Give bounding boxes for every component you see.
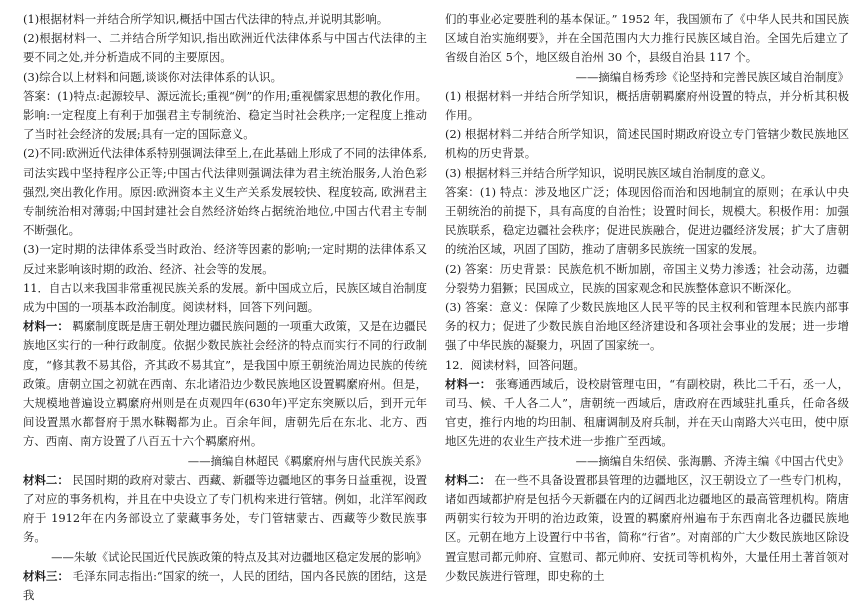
question-11-intro: 11．自古以来我国非常重视民族关系的发展。新中国成立后，民族区域自治制度成为中国的一项基本政治制度。阅读材料，回答下列问题。 <box>23 280 427 315</box>
material-1-label: 材料一： <box>23 319 69 334</box>
q12-material-1-label: 材料一： <box>445 376 492 391</box>
q12-material-2-text: 在一些不具备设置郡县管理的边疆地区，汉王朝设立了一些专门机构，诸如西域都护府是包括今天新疆在内的辽阔西北边疆地区的最高管理机构。隋唐两朝实行较为开明的治边政策，设置的羁縻府州遍布于东西南北各边疆民族地区。元朝在地方上设置行中书省，简称“行省”。对南部的广大少数民族地区除设置宣慰司都元帅府、宣慰司、都元帅府、安抚司等机构外，大量任用土著首领对少数民族进行管理，即史称的土 <box>445 472 849 583</box>
q12-material-2-label: 材料二： <box>445 472 491 487</box>
answer-3: (3)一定时期的法律体系受当时政治、经济等因素的影响;一定时期的法律体系又反过来影响该时期的政治、经济、社会等的发展。 <box>23 242 427 276</box>
question-11-3: (3) 根据材料三并结合所学知识，说明民族区域自治制度的意义。 <box>445 165 773 180</box>
question-11-2: (2) 根据材料二并结合所学知识，简述民国时期政府设立专门管辖少数民族地区机构的历史背景。 <box>445 127 849 161</box>
answer-2: (2)不同:欧洲近代法律体系特别强调法律至上,在此基础上形成了不同的法律体系,司法实践中坚持程序公正等;中国古代法律则强调法律为君主统治服务,人治色彩强烈,突出教化作用。原因:欧洲资本主义生产关系发展较快、程度较高, 欧洲君主专制统治相对薄弱;中国封建社会自然经济始终占据统治地位,中国古代君主专制不断强化。 <box>23 146 427 238</box>
material-3-source: ——摘编自杨秀珍《论坚持和完善民族区域自治制度》 <box>575 69 849 84</box>
left-column <box>23 10 427 605</box>
question-11-1: (1) 根据材料一并结合所学知识，概括唐朝羁縻府州设置的特点，并分析其积极作用。 <box>445 88 849 123</box>
material-2-label: 材料二： <box>23 472 69 487</box>
answer-11-1: 答案：(1) 特点：涉及地区广泛；体现因俗而治和因地制宜的原则；在承认中央王朝统治的前提下，具有高度的自治性；设置时间长，规模大。积极作用：加强民族联系，稳定边疆社会秩序；促进民族融合，促进边疆经济发展；扩大了唐朝的统治区域，巩固了国防，推动了唐朝多民族统一国家的发展。 <box>445 184 849 257</box>
material-2-paragraph <box>23 471 427 548</box>
material-1-source: ——摘编自林超民《羁縻府州与唐代民族关系》 <box>187 453 427 468</box>
question-2: (2)根据材料一、二并结合所学知识,指出欧洲近代法律体系与中国古代法律的主要不同之处,并分析造成不同的主要原因。 <box>23 31 427 65</box>
question-3: (3)综合以上材料和问题,谈谈你对法律体系的认识。 <box>23 69 282 84</box>
material-3-label: 材料三： <box>23 568 69 583</box>
material-2-text: 民国时期的政府对蒙古、西藏、新疆等边疆地区的事务日益重视，设置了对应的事务机构，并且在中央设立了专门机构来进行管辖。例如，北洋军阀政府于 1912年在内务部设立了蒙藏事务处，专门管辖蒙古、西藏等少数民族事务。 <box>23 472 427 545</box>
q12-material-1-text: 张骞通西域后，设校尉管理屯田，“有副校尉，秩比二千石，丞一人，司马、候、千人各二人”，唐朝统一西域后，唐政府在西域驻扎重兵，任命各级官吏，推行内地的均田制、租庸调制及府兵制，并在天山南路大兴屯田，使中原地区先进的农业生产技术进一步推广至西域。 <box>445 376 849 449</box>
material-1-text: 羁縻制度既是唐王朝处理边疆民族问题的一项重大政策，又是在边疆民族地区实行的一种行政制度。依据少数民族社会经济的特点而实行不同的行政制度，“修其教不易其俗，齐其政不易其宜”，是我国中原王朝统治周边民族的传统政策。唐朝立国之初就在西南、东北诸沿边少数民族地区设置羁縻府州。但是，大规模地普遍设立羁縻府州则是在贞观四年(630年)平定东突厥以后，到开元年间设置黑水都督府于黑水靺鞨都为止。百余年间，唐朝先后在东北、北方、西方、西南、南方设置了八百五十六个羁縻府州。 <box>23 319 427 449</box>
answer-1: 答案：(1)特点:起源较早、源远流长;重视“例”的作用;重视儒家思想的教化作用。影响:一定程度上有利于加强君主专制统治、稳定当时社会秩序;一定程度上推动了当时社会经济的发展;具有一定的国际意义。 <box>23 88 427 142</box>
material-2-source: ——朱敏《试论民国近代民族政策的特点及其对边疆地区稳定发展的影响》 <box>51 549 427 564</box>
answer-11-3: (3) 答案：意义：保障了少数民族地区人民平等的民主权利和管理本民族内部事务的权力；促进了少数民族自治地区经济建设和各项社会事业的发展；进一步增强了中华民族的凝聚力，巩固了国家统一。 <box>445 300 849 353</box>
question-12-intro: 12．阅读材料，回答问题。 <box>445 357 585 372</box>
material-3-continued: 们的事业必定要胜利的基本保证。” 1952 年，我国颁布了《中华人民共和国民族区域自治实施纲要》，并在全国范围内大力推行民族区域自治。全国先后建立了省级自治区 5个，地区级自治州 30 个，县级自治县 117 个。 <box>445 12 849 65</box>
question-1: (1)根据材料一并结合所学知识,概括中国古代法律的特点,并说明其影响。 <box>23 12 389 26</box>
answer-11-2: (2) 答案：历史背景：民族危机不断加剧，帝国主义势力渗透；社会动荡，边疆分裂势力猖獗；民国成立，民族的国家观念和民族整体意识不断深化。 <box>445 261 849 295</box>
q12-material-1-paragraph <box>445 375 849 452</box>
material-1-paragraph <box>23 317 427 451</box>
q12-material-2-paragraph <box>445 471 849 586</box>
material-3-paragraph <box>23 567 427 605</box>
material-3-text: 毛泽东同志指出:“国家的统一，人民的团结，国内各民族的团结，这是我 <box>23 568 427 603</box>
right-column <box>445 10 849 586</box>
q12-material-1-source: ——摘编自朱绍侯、张海鹏、齐涛主编《中国古代史》 <box>575 453 849 468</box>
